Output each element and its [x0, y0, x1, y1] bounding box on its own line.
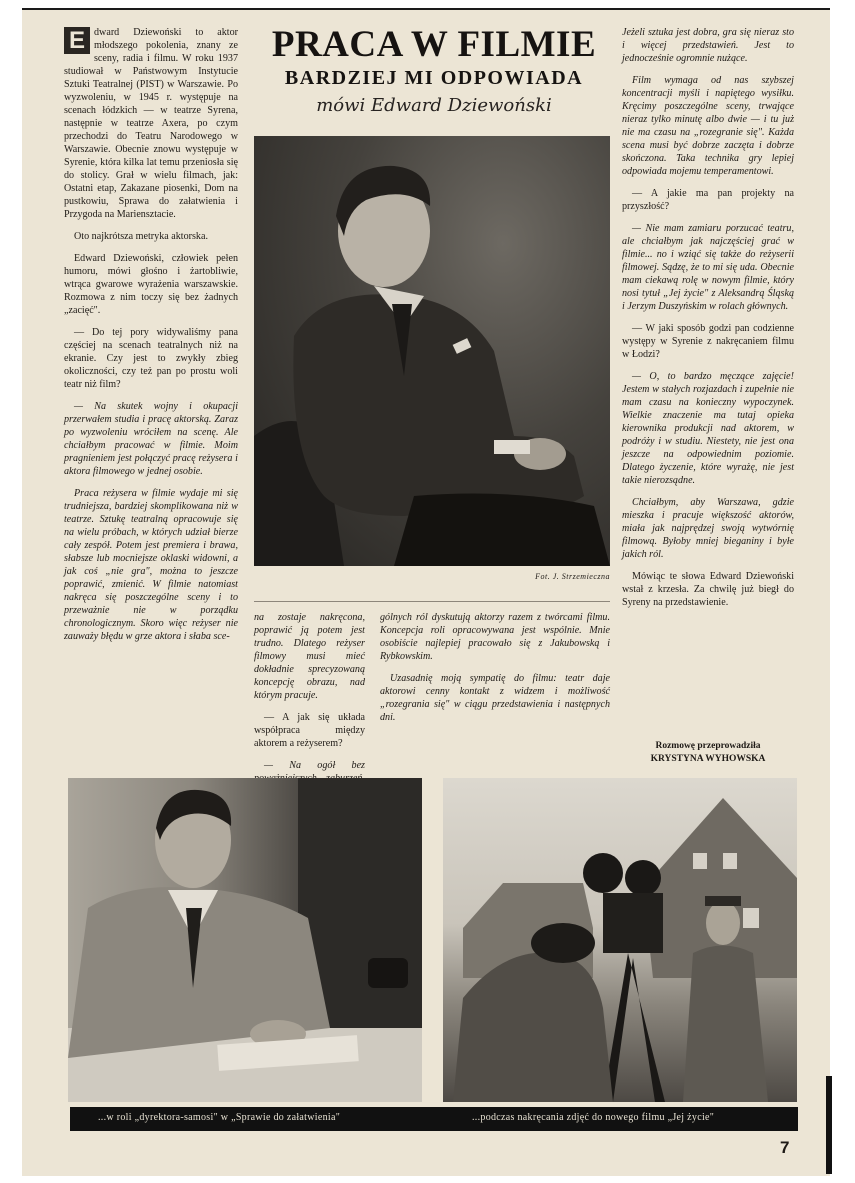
col2-paragraph: Film wymaga od nas szybszej koncentracji myśli i napiętego wysiłku. Kręcimy poszczególne sceny, trwające nieraz tylko minutę albo dwie — i tu już nie ma czasu na „rozegranie się". Każda scena musi być dobrze zaczęta i dobrze skończona. Taka technika gry lepiej odpowiada mojemu temperamentowi. [622, 75, 794, 177]
headline-main: PRACA W FILMIE [271, 24, 597, 65]
col4-paragraph: Uzasadnię moją sympatię do filmu: teatr daje aktorowi cenny kontakt z widzem i możliwość „rozegrania się" w ciągu przedstawienia i następnych dni. [380, 673, 610, 723]
page-edge-shadow [826, 1076, 832, 1174]
col3-paragraph: na zostaje nakręcona, poprawić ją potem jest trudno. Dlatego reżyser filmowy musi mieć dokładnie sprecyzowaną koncepcję obrazu, nad którym pracuje. [254, 612, 365, 701]
office-scene-silhouette [68, 778, 422, 1102]
divider-line [254, 601, 610, 602]
col1-paragraph: — Na skutek wojny i okupacji przerwałem studia i pracę aktorską. Zaraz po wyzwoleniu wróciłem na scenę. Ale chciałbym pracować w filmie. Moim pragnieniem jest połączyć pracę reżysera i aktora filmowego w jednej osobie. [64, 401, 238, 477]
signoff-author: KRYSTYNA WYHOWSKA [650, 754, 766, 764]
col2-paragraph: Chciałbym, aby Warszawa, gdzie mieszka i pracuje większość aktorów, miała jak najprędzej swoją wytwórnię filmową. Byłoby mniej bieganiny i byłe jakich ról. [622, 497, 794, 560]
col1-paragraph: Edward Dziewoński, człowiek pełen humoru, mówi głośno i żartobliwie, wtrąca gwarowe wyrażenia warszawskie. Rozmowa z nim toczy się bez żadnych „zacięć". [64, 253, 238, 316]
caption-left: ...w roli „dyrektora-samosi" w „Sprawie do załatwienia" [98, 1112, 341, 1123]
col1-paragraph: Oto najkrótsza metryka aktorska. [74, 231, 208, 242]
film-set-photo [443, 778, 797, 1102]
col1-paragraph: Praca reżysera w filmie wydaje mi się trudniejsza, bardziej skomplikowana niż w teatrze. Sztukę teatralną opracowuje się na wielu próbach, w których udział bierze cały zespół. Potem jest premiera i brawa, słabsze lub mocniejsze oklaski widowni, a jak coś „nie gra", można to jeszcze poprawić, zmienić. W filmie natomiast nakręca się poszczególne sceny i to przeważnie nie w porządku chronologicznym. Skoro więc reżyser nie zauważy błędu w grze aktora i słaba sce- [64, 488, 238, 642]
col2-paragraph: Mówiąc te słowa Edward Dziewoński wstał z krzesła. Za chwilę już biegł do Syreny na przedstawienie. [622, 571, 794, 608]
film-set-silhouette [443, 778, 797, 1102]
col2-paragraph: Jeżeli sztuka jest dobra, gra się nieraz sto i więcej przedstawień. Jest to jednocześnie ogromnie nużące. [622, 27, 794, 64]
col3-paragraph: — A jak się układa współpraca między aktorem a reżyserem? [254, 712, 365, 749]
interview-signoff [622, 740, 794, 766]
caption-right: ...podczas nakręcania zdjęć do nowego filmu „Jej życie" [472, 1112, 715, 1123]
intro-paragraph: dward Dziewoński to aktor młodszego pokolenia, znany ze sceny, radia i filmu. W roku 1937 studiował w Państwowym Instytucie Sztuki Teatralnej (PIST) w Warszawie. Po wyzwoleniu, w 1945 r. występuje na scenach łódzkich — w teatrze Syrena, następnie w teatrze Axera, po czym przechodzi do Teatru Narodowego w Warszawie. Obecnie znowu występuje w Syrenie, która kilka lat temu przeniosła się do stolicy. Grał w wielu filmach, jak: Ostatni etap, Zakazane piosenki, Dom na pustkowiu, Sprawa do załatwienia i Przygoda na Mariensztacie. [64, 27, 238, 220]
headline-byline: mówi Edward Dziewoński [316, 95, 552, 116]
col2-paragraph: — Nie mam zamiaru porzucać teatru, ale chciałbym jak najczęściej grać w filmie... no i wziąć się także do reżyserii filmowej. Sądzę, że to mi się uda. Obecnie mam ciekawą rolę w nowym filmie, który nosi tytuł „Jej życie" z Aleksandrą Śląską i Jerzym Duszyńskim w rolach głównych. [622, 223, 794, 312]
page-number: 7 [780, 1138, 790, 1157]
col4-paragraph: gólnych ról dyskutują aktorzy razem z twórcami filmu. Koncepcja roli opracowywana jest wspólnie. Mnie osobiście najlepiej pracowało się z Jakubowską i Rybkowskim. [380, 612, 610, 662]
col3-paragraph: — Na ogół bez [264, 760, 365, 771]
photo-caption-bar [70, 1107, 798, 1131]
article-column-2 [622, 26, 794, 618]
col2-paragraph: — W jaki sposób godzi pan codzienne występy w Syrenie z nakręcaniem filmu w Łodzi? [622, 323, 794, 360]
signoff-label: Rozmowę przeprowadziła [655, 741, 761, 751]
article-column-1 [64, 26, 238, 652]
portrait-silhouette [254, 136, 610, 566]
headline-sub: BARDZIEJ MI ODPOWIADA [284, 67, 584, 89]
column-1-paragraphs [64, 230, 238, 643]
col2-paragraph: — O, to bardzo męczące zajęcie! Jestem w stałych rozjazdach i zupełnie nie mam czasu na konieczny wypoczynek. Wielkie znaczenie ma tutaj opieka kierownika produkcji nad aktorem, w podróży i w studiu. Niestety, nie jest ona jeszcze na odpowiednim poziomie. Dlatego życzenie, które wyrażę, nie jest takie nierozsądne. [622, 371, 794, 486]
article-column-4 [380, 611, 610, 733]
col2-paragraph: — A jakie ma pan projekty na przyszłość? [622, 188, 794, 212]
drop-cap: E [64, 27, 90, 54]
photo-credit: Fot. J. Strzemieczna [535, 572, 610, 581]
office-scene-photo [68, 778, 422, 1102]
col1-paragraph: — Do tej pory widywaliśmy pana częściej na scenach teatralnych niż na ekranie. Czy jest to zwykły zbieg okoliczności, czy też pan po prostu woli teatr niż film? [64, 327, 238, 390]
portrait-photo [254, 136, 610, 566]
